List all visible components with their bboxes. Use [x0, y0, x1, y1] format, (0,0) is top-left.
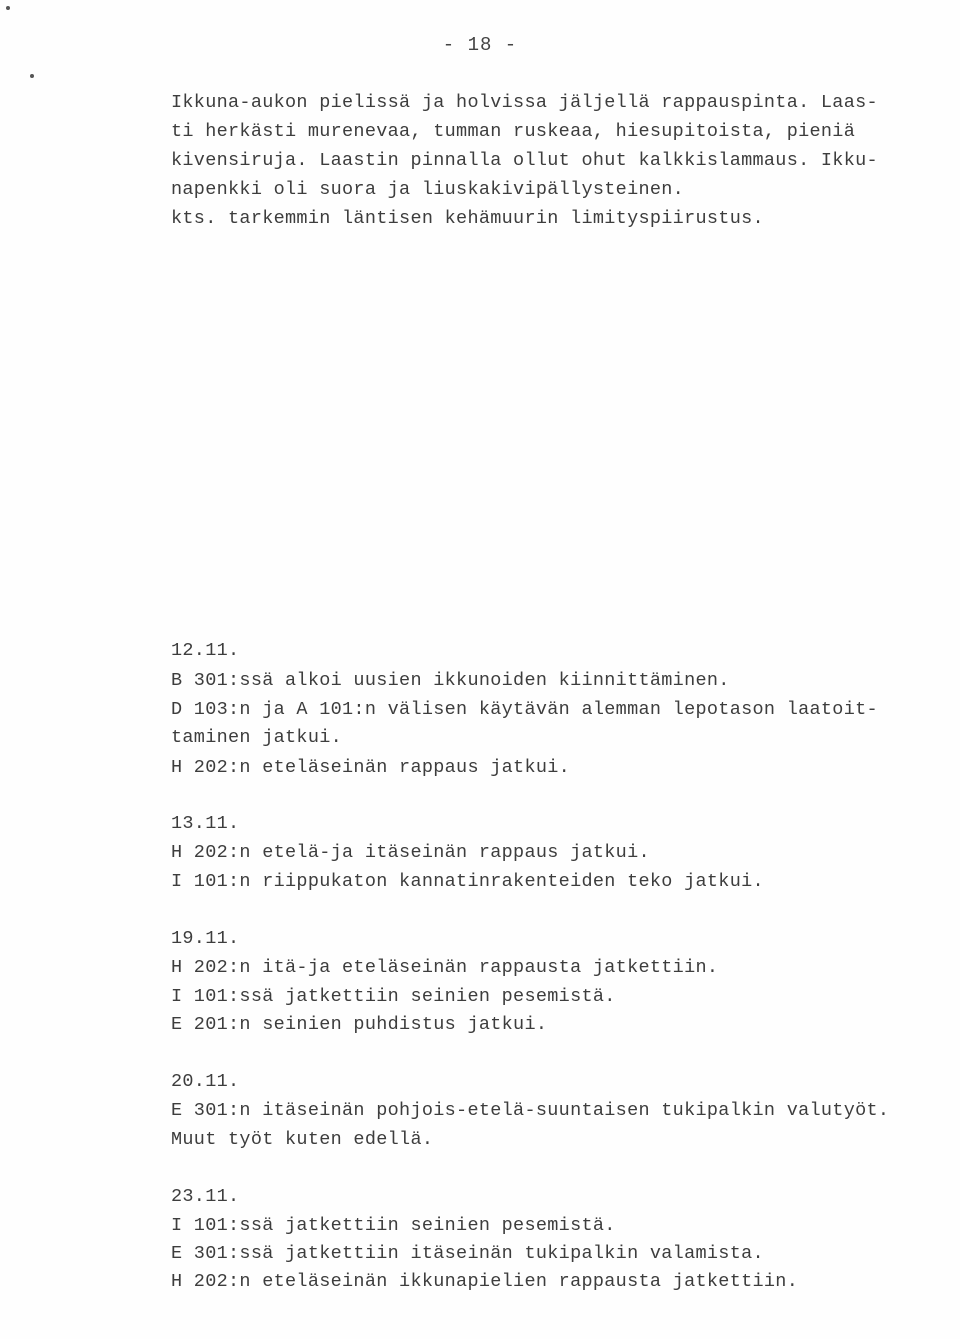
entry-line: H 202:n etelä-ja itäseinän rappaus jatkui.	[171, 842, 650, 863]
entry-date: 23.11.	[171, 1186, 240, 1207]
entry-line: I 101:ssä jatkettiin seinien pesemistä.	[171, 1215, 616, 1236]
paragraph-line: ti herkästi murenevaa, tumman ruskeaa, hiesupitoista, pieniä	[171, 121, 856, 142]
entry-line: H 202:n eteläseinän rappaus jatkui.	[171, 757, 571, 778]
scan-dot-mark	[30, 74, 34, 78]
entry-line: H 202:n itä-ja eteläseinän rappausta jatkettiin.	[171, 957, 719, 978]
page-number: - 18 -	[442, 34, 518, 56]
paragraph-line: kivensiruja. Laastin pinnalla ollut ohut kalkkislammaus. Ikku-	[171, 150, 878, 171]
entry-date: 13.11.	[171, 813, 240, 834]
entry-line: taminen jatkui.	[171, 727, 343, 748]
entry-date: 19.11.	[171, 928, 240, 949]
entry-line: E 201:n seinien puhdistus jatkui.	[171, 1014, 548, 1035]
entry-line: E 301:ssä jatkettiin itäseinän tukipalkin valamista.	[171, 1243, 764, 1264]
scan-dot-mark	[6, 6, 10, 10]
entry-line: E 301:n itäseinän pohjois-etelä-suuntaisen tukipalkin valutyöt.	[171, 1100, 890, 1121]
entry-date: 12.11.	[171, 640, 240, 661]
entry-line: H 202:n eteläseinän ikkunapielien rappausta jatkettiin.	[171, 1271, 799, 1292]
entry-line: I 101:ssä jatkettiin seinien pesemistä.	[171, 986, 616, 1007]
entry-date: 20.11.	[171, 1071, 240, 1092]
entry-line: B 301:ssä alkoi uusien ikkunoiden kiinnittäminen.	[171, 670, 730, 691]
entry-line: Muut työt kuten edellä.	[171, 1129, 434, 1150]
entry-line: D 103:n ja A 101:n välisen käytävän alemman lepotason laatoit-	[171, 699, 878, 720]
entry-line: I 101:n riippukaton kannatinrakenteiden teko jatkui.	[171, 871, 764, 892]
paragraph-line: napenkki oli suora ja liuskakivipällysteinen.	[171, 179, 685, 200]
paragraph-line: Ikkuna-aukon pielissä ja holvissa jäljellä rappauspinta. Laas-	[171, 92, 878, 113]
paragraph-line: kts. tarkemmin läntisen kehämuurin limityspiirustus.	[171, 208, 764, 229]
